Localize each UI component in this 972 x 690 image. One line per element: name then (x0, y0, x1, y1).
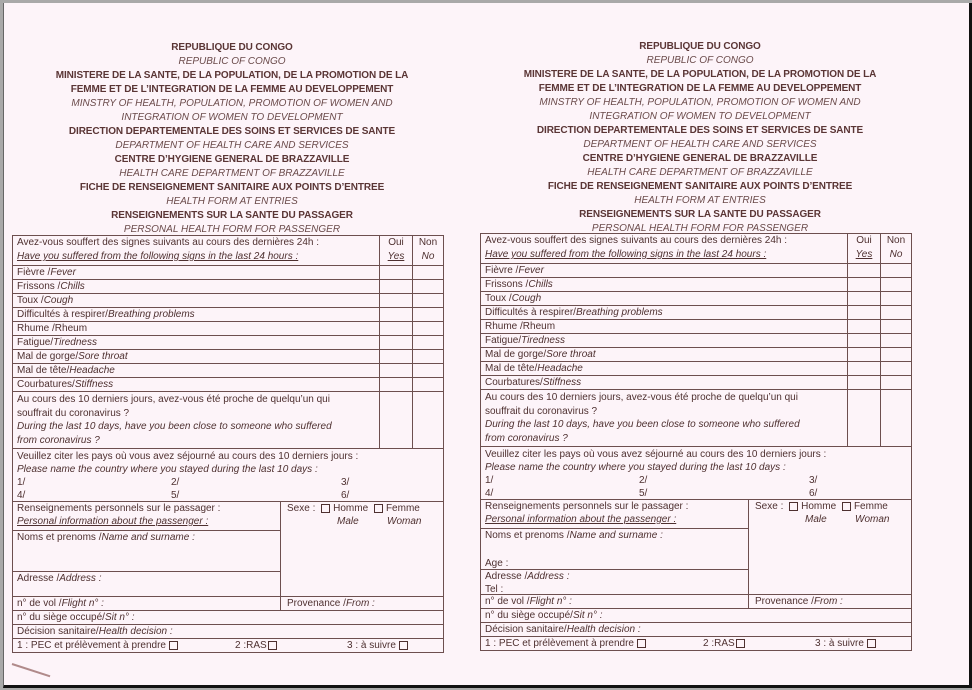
symptom-en: Cough (43, 295, 74, 306)
yes-checkbox-cell[interactable] (379, 392, 412, 448)
header-line-personal-form: PERSONAL HEALTH FORM FOR PASSENGER (591, 223, 809, 234)
symptom-fr: Rhume / (485, 321, 523, 332)
header-line-centre: CENTRE D’HYGIENE GENERAL DE BRAZZAVILLE (114, 154, 350, 165)
yes-checkbox-cell[interactable] (379, 364, 412, 377)
sex-field (748, 500, 911, 594)
yes-checkbox-cell[interactable] (379, 294, 412, 307)
symptom-table (12, 235, 444, 653)
option-3-checkbox[interactable] (399, 641, 408, 650)
symptom-row-rheum (13, 321, 443, 335)
flight-label-fr: n° de vol / (17, 598, 62, 609)
from-label-fr: Provenance / (287, 598, 346, 609)
header-line-personal-form: PERSONAL HEALTH FORM FOR PASSENGER (123, 224, 341, 235)
no-checkbox-cell[interactable] (880, 306, 911, 319)
symptom-en: Fever (518, 265, 544, 276)
contact-question-en-2: from coronavirus ? (485, 432, 568, 444)
address-label-en: Address : (59, 573, 102, 584)
yes-label-en: Yes (855, 249, 873, 260)
header-line-health-form: HEALTH FORM AT ENTRIES (166, 196, 298, 207)
header-line-department: DEPARTMENT OF HEALTH CARE AND SERVICES (115, 140, 349, 151)
option-2-label: 2 :RAS (235, 640, 267, 651)
no-checkbox-cell[interactable] (412, 280, 443, 293)
header-line-ministry-2: INTEGRATION OF WOMEN TO DEVELOPMENT (589, 111, 811, 122)
flight-row (481, 594, 911, 608)
health-form-left (12, 3, 452, 685)
symptom-fr: Rhume / (17, 323, 55, 334)
yes-checkbox-cell[interactable] (847, 306, 880, 319)
header-line-direction: DIRECTION DEPARTEMENTALE DES SOINS ET SERVICES DE SANTE (536, 125, 864, 136)
yes-checkbox-cell[interactable] (847, 264, 880, 277)
symptom-en: Rheum (522, 321, 556, 332)
symptom-fr: Frissons / (17, 281, 61, 292)
symptom-row-tiredness (13, 335, 443, 349)
header-line-republic: REPUBLIC OF CONGO (646, 55, 754, 66)
country-slot-2[interactable]: 2/ (171, 477, 180, 488)
country-slot-4[interactable]: 4/ (485, 488, 494, 499)
symptom-row-fever (481, 263, 911, 277)
yes-checkbox-cell[interactable] (379, 280, 412, 293)
female-checkbox[interactable] (374, 504, 383, 513)
female-label-en: Woman (855, 514, 890, 525)
seat-field[interactable] (13, 611, 443, 624)
yes-label-fr: Oui (856, 235, 872, 246)
tel-label: Tel : (485, 584, 504, 594)
header-line-department: DEPARTMENT OF HEALTH CARE AND SERVICES (583, 139, 817, 150)
header-line-republique: REPUBLIQUE DU CONGO (171, 42, 293, 53)
seat-field[interactable] (481, 609, 911, 622)
male-checkbox[interactable] (321, 504, 330, 513)
country-slot-3[interactable]: 3/ (341, 477, 350, 488)
option-1-label: 1 : PEC et prélèvement à prendre (485, 638, 634, 649)
symptom-en: Sore throat (546, 349, 596, 360)
symptom-en: Tiredness (521, 335, 565, 346)
from-field[interactable] (748, 595, 911, 608)
symptom-en: Breathing problems (575, 307, 663, 318)
symptom-fr: Fièvre / (17, 267, 51, 278)
header-line-direction: DIRECTION DEPARTEMENTALE DES SOINS ET SERVICES DE SANTE (68, 126, 396, 137)
yes-label-fr: Oui (388, 237, 404, 248)
seat-label-en: Sit n° : (572, 610, 603, 621)
symptom-fr: Courbatures/ (485, 377, 543, 388)
flight-row (13, 596, 443, 610)
symptom-row-rheum (481, 319, 911, 333)
option-1-label: 1 : PEC et prélèvement à prendre (17, 640, 166, 651)
no-checkbox-cell[interactable] (412, 308, 443, 321)
option-3-checkbox[interactable] (867, 639, 876, 648)
yes-checkbox-cell[interactable] (379, 336, 412, 349)
male-label-en: Male (337, 516, 359, 527)
no-checkbox-cell[interactable] (412, 392, 443, 448)
decision-options-row (481, 636, 911, 650)
symptom-question-fr: Avez-vous souffert des signes suivants au cours des dernières 24h : (17, 237, 320, 248)
symptom-question-fr: Avez-vous souffert des signes suivants au cours des dernières 24h : (485, 235, 788, 246)
symptom-table (480, 233, 912, 651)
symptom-fr: Mal de tête/ (17, 365, 70, 376)
countries-question-fr: Veuillez citer les pays où vous avez séjourné au cours des 10 derniers jours : (485, 449, 827, 460)
personal-info-title-en: Personal information about the passenger : (485, 514, 677, 525)
country-slot-3[interactable]: 3/ (809, 475, 818, 486)
symptom-row-tiredness (481, 333, 911, 347)
seat-row (481, 608, 911, 622)
country-slot-1[interactable]: 1/ (17, 477, 26, 488)
health-form-right (480, 3, 920, 685)
yes-checkbox-cell[interactable] (379, 350, 412, 363)
flight-label-en: Flight n° : (61, 598, 104, 609)
symptom-en: Rheum (54, 323, 88, 334)
yes-label-en: Yes (387, 251, 405, 262)
no-label-en: No (421, 251, 435, 262)
symptom-row-sore-throat (481, 347, 911, 361)
contact-question-fr-2: souffrait du coronavirus ? (485, 405, 598, 417)
yes-checkbox-cell[interactable] (379, 322, 412, 335)
no-checkbox-cell[interactable] (880, 376, 911, 389)
yes-checkbox-cell[interactable] (847, 362, 880, 375)
no-checkbox-cell[interactable] (880, 292, 911, 305)
no-label-fr: Non (886, 235, 906, 246)
flight-field[interactable] (481, 595, 748, 608)
symptom-question-en: Have you suffered from the following signs in the last 24 hours : (17, 251, 299, 262)
symptom-fr: Difficultés à respirer/ (17, 309, 108, 320)
country-slot-1[interactable]: 1/ (485, 475, 494, 486)
symptom-en: Cough (511, 293, 542, 304)
female-label-fr: Femme (853, 501, 888, 512)
symptom-row-breathing (481, 305, 911, 319)
no-checkbox-cell[interactable] (880, 362, 911, 375)
symptom-question-en: Have you suffered from the following signs in the last 24 hours : (485, 249, 767, 260)
symptom-en: Fever (50, 267, 76, 278)
symptom-row-headache (13, 363, 443, 377)
country-slot-6[interactable]: 6/ (809, 488, 818, 499)
symptom-en: Chills (528, 279, 553, 290)
decision-label-en: Health decision : (566, 624, 641, 635)
contact-question-row (13, 391, 443, 448)
from-label-en: From : (345, 598, 375, 609)
contact-question-fr-2: souffrait du coronavirus ? (17, 407, 130, 419)
symptom-row-fever (13, 265, 443, 279)
decision-field (481, 623, 911, 636)
header-line-ministry-1: MINSTRY OF HEALTH, POPULATION, PROMOTION OF WOMEN AND (71, 98, 393, 109)
yes-checkbox-cell[interactable] (847, 292, 880, 305)
name-label-fr: Noms et prenoms / (485, 530, 570, 541)
name-label-en: Name and surname : (101, 532, 195, 543)
country-slot-5[interactable]: 5/ (639, 488, 648, 499)
from-label-en: From : (813, 596, 843, 607)
scanned-page (3, 3, 972, 688)
yes-checkbox-cell[interactable] (847, 390, 880, 446)
flight-field[interactable] (13, 597, 280, 610)
personal-info-title (481, 500, 748, 528)
countries-row (13, 448, 443, 501)
sex-field (280, 502, 443, 596)
contact-question-fr-1: Au cours des 10 derniers jours, avez-vous été proche de quelqu’un qui (17, 394, 330, 405)
address-field[interactable] (481, 569, 748, 594)
yes-checkbox-cell[interactable] (847, 334, 880, 347)
flight-label-fr: n° de vol / (485, 596, 530, 607)
seat-label-fr: n° du siège occupé/ (485, 610, 573, 621)
header-line-ministry-1: MINSTRY OF HEALTH, POPULATION, PROMOTION OF WOMEN AND (539, 97, 861, 108)
from-label-fr: Provenance / (755, 596, 814, 607)
decision-row (13, 624, 443, 638)
option-2-label: 2 :RAS (703, 638, 735, 649)
symptom-fr: Frissons / (485, 279, 529, 290)
yes-checkbox-cell[interactable] (847, 320, 880, 333)
no-checkbox-cell[interactable] (412, 350, 443, 363)
no-checkbox-cell[interactable] (412, 378, 443, 391)
contact-question-en-1: During the last 10 days, have you been close to someone who suffered (17, 421, 332, 432)
male-label-fr: Homme (801, 501, 837, 512)
header-line-ministere-2: FEMME ET DE L’INTEGRATION DE LA FEMME AU DEVELOPPEMENT (70, 84, 394, 95)
contact-question-en-1: During the last 10 days, have you been close to someone who suffered (485, 419, 800, 430)
symptom-en: Sore throat (78, 351, 128, 362)
no-label-fr: Non (418, 237, 438, 248)
no-checkbox-cell[interactable] (412, 336, 443, 349)
contact-question-fr-1: Au cours des 10 derniers jours, avez-vous été proche de quelqu’un qui (485, 392, 798, 403)
personal-info-block (13, 501, 443, 596)
country-slot-4[interactable]: 4/ (17, 490, 26, 501)
symptom-fr: Mal de tête/ (485, 363, 538, 374)
header-line-ministere-1: MINISTERE DE LA SANTE, DE LA POPULATION, DE LA PROMOTION DE LA (55, 70, 409, 81)
female-checkbox[interactable] (842, 502, 851, 511)
option-2-checkbox[interactable] (268, 641, 277, 650)
header-line-health-care-dept: HEALTH CARE DEPARTMENT OF BRAZZAVILLE (587, 167, 813, 178)
symptom-row-chills (481, 277, 911, 291)
from-field[interactable] (280, 597, 443, 610)
countries-row (481, 446, 911, 499)
symptom-row-stiffness (481, 375, 911, 389)
no-checkbox-cell[interactable] (412, 364, 443, 377)
no-checkbox-cell[interactable] (880, 278, 911, 291)
personal-info-block (481, 499, 911, 594)
symptom-row-sore-throat (13, 349, 443, 363)
header-line-renseignements: RENSEIGNEMENTS SUR LA SANTE DU PASSAGER (111, 210, 353, 221)
symptom-en: Stiffness (74, 379, 114, 390)
no-checkbox-cell[interactable] (880, 348, 911, 361)
personal-info-title-fr: Renseignements personnels sur le passager : (485, 501, 689, 512)
country-slot-2[interactable]: 2/ (639, 475, 648, 486)
personal-info-title (13, 502, 280, 530)
countries-question-en: Please name the country where you stayed during the last 10 days : (17, 464, 318, 475)
seat-label-fr: n° du siège occupé/ (17, 612, 105, 623)
personal-info-title-en: Personal information about the passenger : (17, 516, 209, 527)
no-checkbox-cell[interactable] (412, 322, 443, 335)
header-line-ministere-1: MINISTERE DE LA SANTE, DE LA POPULATION, DE LA PROMOTION DE LA (523, 69, 877, 80)
yes-checkbox-cell[interactable] (847, 376, 880, 389)
form-header (12, 41, 452, 237)
header-line-republic: REPUBLIC OF CONGO (178, 56, 286, 67)
seat-label-en: Sit n° : (104, 612, 135, 623)
decision-options-row (13, 638, 443, 652)
header-line-republique: REPUBLIQUE DU CONGO (639, 41, 761, 52)
option-3-label: 3 : à suivre (347, 640, 396, 651)
header-line-ministry-2: INTEGRATION OF WOMEN TO DEVELOPMENT (121, 112, 343, 123)
no-checkbox-cell[interactable] (880, 390, 911, 446)
header-line-centre: CENTRE D’HYGIENE GENERAL DE BRAZZAVILLE (582, 153, 818, 164)
symptom-fr: Fatigue/ (485, 335, 522, 346)
decision-field (13, 625, 443, 638)
male-checkbox[interactable] (789, 502, 798, 511)
symptom-row-cough (13, 293, 443, 307)
name-label-fr: Noms et prenoms / (17, 532, 102, 543)
symptom-en: Headache (537, 363, 583, 374)
yes-checkbox-cell[interactable] (379, 378, 412, 391)
symptom-en: Stiffness (542, 377, 582, 388)
decision-label-en: Health decision : (98, 626, 173, 637)
decision-label-fr: Décision sanitaire/ (17, 626, 99, 637)
decision-label-fr: Décision sanitaire/ (485, 624, 567, 635)
header-line-health-care-dept: HEALTH CARE DEPARTMENT OF BRAZZAVILLE (119, 168, 345, 179)
symptom-row-cough (481, 291, 911, 305)
seat-row (13, 610, 443, 624)
decision-row (481, 622, 911, 636)
symptom-fr: Toux / (17, 295, 44, 306)
countries-question-en: Please name the country where you stayed during the last 10 days : (485, 462, 786, 473)
symptom-fr: Fatigue/ (17, 337, 54, 348)
symptom-fr: Mal de gorge/ (17, 351, 79, 362)
header-line-ministere-2: FEMME ET DE L’INTEGRATION DE LA FEMME AU DEVELOPPEMENT (538, 83, 862, 94)
header-line-fiche: FICHE DE RENSEIGNEMENT SANITAIRE AUX POINTS D’ENTREE (79, 182, 385, 193)
address-field[interactable] (13, 571, 280, 596)
sex-label: Sexe : (755, 501, 784, 512)
symptom-en: Chills (60, 281, 85, 292)
header-line-renseignements: RENSEIGNEMENTS SUR LA SANTE DU PASSAGER (579, 209, 821, 220)
option-1-checkbox[interactable] (637, 639, 646, 648)
form-header (480, 40, 920, 236)
option-2-checkbox[interactable] (736, 639, 745, 648)
symptom-fr: Fièvre / (485, 265, 519, 276)
name-field[interactable] (481, 528, 748, 570)
symptom-row-headache (481, 361, 911, 375)
contact-question-en-2: from coronavirus ? (17, 434, 100, 446)
country-slot-6[interactable]: 6/ (341, 490, 350, 501)
sex-label: Sexe : (287, 503, 316, 514)
address-label-en: Address : (527, 571, 570, 582)
yes-checkbox-cell[interactable] (379, 266, 412, 279)
name-label-en: Name and surname : (569, 530, 663, 541)
personal-info-title-fr: Renseignements personnels sur le passager : (17, 503, 221, 514)
symptom-row-stiffness (13, 377, 443, 391)
flight-label-en: Flight n° : (529, 596, 572, 607)
symptom-fr: Mal de gorge/ (485, 349, 547, 360)
yes-checkbox-cell[interactable] (847, 348, 880, 361)
no-checkbox-cell[interactable] (880, 320, 911, 333)
header-line-health-form: HEALTH FORM AT ENTRIES (634, 195, 766, 206)
no-label-en: No (889, 249, 903, 260)
symptom-fr: Courbatures/ (17, 379, 75, 390)
symptom-en: Breathing problems (107, 309, 195, 320)
name-field[interactable] (13, 530, 280, 572)
address-label-fr: Adresse / (17, 573, 60, 584)
symptom-header-row (481, 234, 911, 263)
contact-question-row (481, 389, 911, 446)
header-line-fiche: FICHE DE RENSEIGNEMENT SANITAIRE AUX POINTS D’ENTREE (547, 181, 853, 192)
address-label-fr: Adresse / (485, 571, 528, 582)
female-label-en: Woman (387, 516, 422, 527)
male-label-fr: Homme (333, 503, 369, 514)
symptom-fr: Difficultés à respirer/ (485, 307, 576, 318)
no-checkbox-cell[interactable] (412, 266, 443, 279)
no-checkbox-cell[interactable] (412, 294, 443, 307)
yes-checkbox-cell[interactable] (847, 278, 880, 291)
symptom-row-breathing (13, 307, 443, 321)
yes-checkbox-cell[interactable] (379, 308, 412, 321)
option-1-checkbox[interactable] (169, 641, 178, 650)
no-checkbox-cell[interactable] (880, 264, 911, 277)
countries-question-fr: Veuillez citer les pays où vous avez séjourné au cours des 10 derniers jours : (17, 451, 359, 462)
age-label: Age : (485, 558, 509, 569)
female-label-fr: Femme (385, 503, 420, 514)
no-checkbox-cell[interactable] (880, 334, 911, 347)
symptom-fr: Toux / (485, 293, 512, 304)
option-3-label: 3 : à suivre (815, 638, 864, 649)
symptom-en: Headache (69, 365, 115, 376)
male-label-en: Male (805, 514, 827, 525)
country-slot-5[interactable]: 5/ (171, 490, 180, 501)
symptom-header-row (13, 236, 443, 265)
symptom-en: Tiredness (53, 337, 97, 348)
symptom-row-chills (13, 279, 443, 293)
